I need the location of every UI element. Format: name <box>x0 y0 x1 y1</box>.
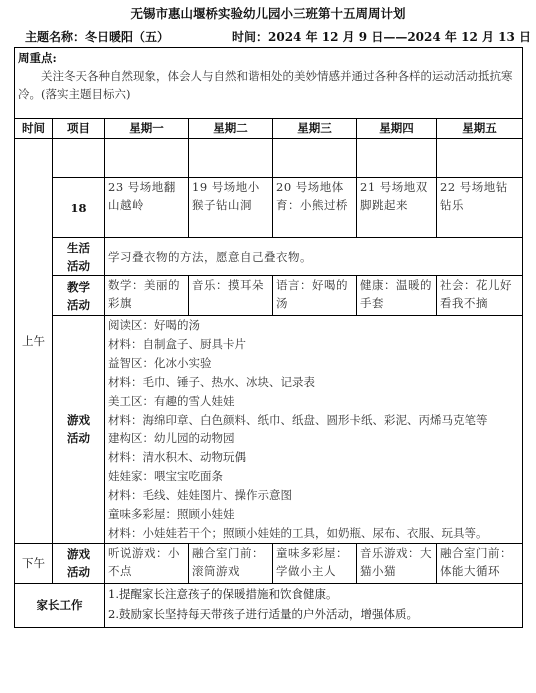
teaching-mon: 数学：美丽的彩旗 <box>105 276 189 316</box>
col-time: 时间 <box>15 119 53 139</box>
teaching-label <box>53 276 105 316</box>
blank-cell <box>105 139 189 178</box>
column-header-row <box>15 119 523 139</box>
focus-row <box>15 48 523 119</box>
date-range: 时间：2024 年 12 月 9 日——2024 年 12 月 13 日 <box>232 30 532 44</box>
parents-content <box>105 583 523 627</box>
games-label-line2: 活动 <box>67 431 90 446</box>
focus-title: 周重点: <box>18 51 57 65</box>
games-line: 材料：毛巾、锤子、热水、冰块、记录表 <box>108 374 315 389</box>
games-line: 材料：清水积木、动物玩偶 <box>108 450 246 465</box>
blank-cell <box>273 139 357 178</box>
blank-cell <box>437 139 523 178</box>
weekly-plan-table <box>14 47 523 628</box>
games-label <box>53 316 105 544</box>
sports-row <box>15 178 523 238</box>
afternoon-games-label-line1: 游戏 <box>67 547 90 562</box>
games-line: 材料：毛线、娃娃图片、操作示意图 <box>108 488 292 503</box>
games-line: 阅读区：好喝的汤 <box>108 318 200 332</box>
afternoon-thu: 音乐游戏：大猫小猫 <box>357 543 437 583</box>
col-mon: 星期一 <box>105 119 189 139</box>
games-content <box>105 316 523 544</box>
teaching-thu: 健康：温暖的手套 <box>357 276 437 316</box>
teaching-row <box>15 276 523 316</box>
games-line: 材料：自制盒子、厨具卡片 <box>108 336 246 351</box>
sports-thu: 21 号场地双脚跳起来 <box>357 178 437 238</box>
life-label-line1: 生活 <box>67 240 90 255</box>
col-item: 项目 <box>53 119 105 139</box>
sports-mon: 23 号场地翻山越岭 <box>105 178 189 238</box>
sports-tue: 19 号场地小猴子钻山洞 <box>189 178 273 238</box>
life-label-line2: 活动 <box>67 258 90 273</box>
life-label <box>53 238 105 276</box>
parents-line: 1.提醒家长注意孩子的保暖措施和饮食健康。 <box>108 586 338 601</box>
teaching-fri: 社会：花儿好看我不摘 <box>437 276 523 316</box>
afternoon-games-label-line2: 活动 <box>67 565 90 580</box>
games-line: 建构区：幼儿园的动物园 <box>108 431 235 446</box>
games-line: 娃娃家：喂宝宝吃面条 <box>108 469 223 484</box>
col-thu: 星期四 <box>357 119 437 139</box>
blank-cell <box>53 139 105 178</box>
teaching-tue: 音乐：摸耳朵 <box>189 276 273 316</box>
life-row <box>15 238 523 276</box>
sports-label: 18 <box>53 178 105 238</box>
games-label-line1: 游戏 <box>67 413 90 428</box>
games-line: 材料：小娃娃若干个；照顾小娃娃的工具，如奶瓶、尿布、衣服、玩具等。 <box>108 525 488 540</box>
life-activity: 学习叠衣物的方法，愿意自己叠衣物。 <box>105 238 523 276</box>
focus-cell <box>15 48 523 119</box>
theme-name: 主题名称：冬日暖阳（五） <box>25 30 170 44</box>
teaching-label-line2: 活动 <box>67 297 90 312</box>
parents-row <box>15 583 523 627</box>
games-row <box>15 316 523 544</box>
games-line: 益智区：化冰小实验 <box>108 355 212 370</box>
afternoon-fri: 融合室门前：体能大循环 <box>437 543 523 583</box>
games-line: 美工区：有趣的雪人娃娃 <box>108 393 235 408</box>
sports-wed: 20 号场地体育：小熊过桥 <box>273 178 357 238</box>
teaching-label-line1: 教学 <box>67 279 90 294</box>
col-wed: 星期三 <box>273 119 357 139</box>
afternoon-mon: 听说游戏：小不点 <box>105 543 189 583</box>
blank-row <box>15 139 523 178</box>
morning-label: 上午 <box>15 139 53 544</box>
blank-cell <box>189 139 273 178</box>
teaching-wed: 语言：好喝的汤 <box>273 276 357 316</box>
afternoon-label: 下午 <box>15 543 53 583</box>
blank-cell <box>357 139 437 178</box>
afternoon-row <box>15 543 523 583</box>
sports-fri: 22 号场地钻钻乐 <box>437 178 523 238</box>
parents-line: 2.鼓励家长坚持每天带孩子进行适量的户外活动，增强体质。 <box>108 606 418 621</box>
focus-text: 关注冬天各种自然现象，体会人与自然和谐相处的美妙情感并通过各种各样的运动活动抵抗寒冷。(落实主题目标六) <box>18 69 513 101</box>
games-line: 童味多彩屋：照顾小娃娃 <box>108 507 235 522</box>
col-tue: 星期二 <box>189 119 273 139</box>
afternoon-wed: 童味多彩屋：学做小主人 <box>273 543 357 583</box>
col-fri: 星期五 <box>437 119 523 139</box>
games-line: 材料：海绵印章、白色颜料、纸巾、纸盘、圆形卡纸、彩泥、丙烯马克笔等 <box>108 412 488 427</box>
afternoon-games-label <box>53 543 105 583</box>
afternoon-tue: 融合室门前：滚筒游戏 <box>189 543 273 583</box>
parents-label: 家长工作 <box>15 583 105 627</box>
plan-title: 无锡市惠山堰桥实验幼儿园小三班第十五周周计划 <box>130 6 406 21</box>
